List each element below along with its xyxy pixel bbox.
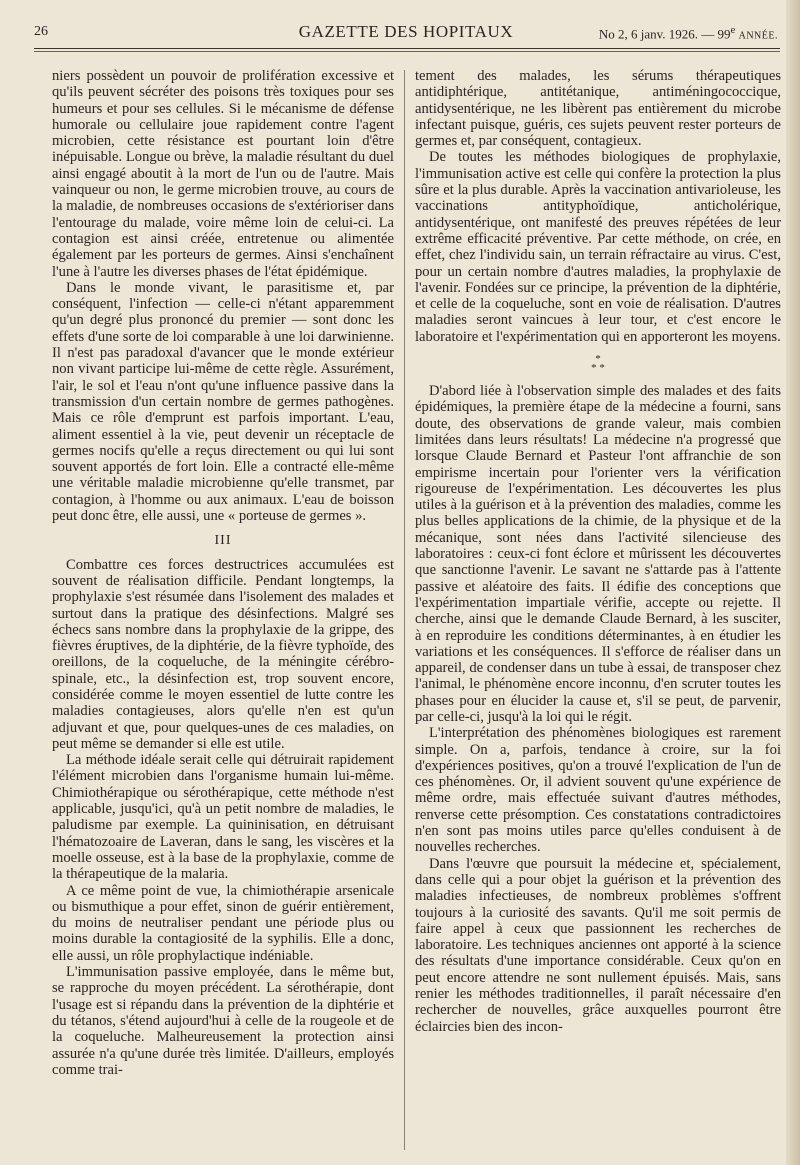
paragraph: L'interprétation des phénomènes biologiques est rarement simple. On a, parfois, tendance à croire, sur la foi d'expériences positives, qu'on a trouvé l'explication de l'un de ces phénomènes. Or, il advient souvent qu'une expérience de même ordre, mais effectuée suivant d'autres méthodes, renverse cette présomption. Ces constatations contradictoires n'en sont pas moins utiles parce qu'elles conduisent à de nouvelles recherches. xyxy=(415,725,781,856)
paragraph: Dans l'œuvre que poursuit la médecine et, spécialement, dans celle qui a pour objet la guérison et la prévention des maladies infectieuses, de nombreux problèmes s'offrent toujours à la curiosité des savants. Qu'il me soit permis de faire appel à ceux que passionnent les recherches de laboratoire. Les techniques anciennes ont apporté à la science des résultats d'une importance considérable. Ceux qu'on en peut encore attendre ne sont nullement épuisés. Mais, sans renier les méthodes traditionnelles, il paraît nécessaire d'en rechercher de nouvelles, grâce auxquelles pourront être éclaircies bien des incon- xyxy=(415,855,781,1035)
page-number: 26 xyxy=(34,24,48,39)
paragraph: A ce même point de vue, la chimiothérapie arsenicale ou bismuthique a pour effet, sinon de guérir entièrement, du moins de neutraliser pendant une période plus ou moins durable la contagiosité de la syphilis. Elle a donc, elle aussi, un rôle prophylactique indéniable. xyxy=(52,882,394,964)
paragraph: Dans le monde vivant, le parasitisme et, par conséquent, l'infection — celle-ci n'étant apparemment qu'un degré plus prononcé du premier — sont donc les effets d'une sorte de loi comparable à une loi darwinienne. Il n'est pas paradoxal d'avancer que le monde extérieur non vivant participe lui-même de cette règle. Assurément, l'air, le sol et l'eau n'ont qu'une influence passive dans la transmission d'un certain nombre de germes pathogènes. Mais ce rôle d'emprunt est parfois important. L'eau, aliment essentiel à la vie, peut devenir un réceptacle de germes nocifs qu'elle a reçus directement ou qui lui sont souvent apportés de fort loin. Elle a contracté elle-même une véritable maladie microbienne qu'elle transmet, par contagion, à l'homme ou aux animaux. L'eau de boisson peut donc être, elle aussi, une « porteuse de germes ». xyxy=(52,279,394,525)
page-edge xyxy=(786,0,800,1165)
issue-sup: e xyxy=(730,24,736,36)
issue-suffix: ANNÉE. xyxy=(738,30,778,42)
paragraph: L'immunisation passive employée, dans le même but, se rapproche du moyen précédent. La sérothérapie, dont l'usage est si répandu dans la prévention de la diphtérie et du tétanos, s'étend aujourd'hui à celle de la rougeole et de la coqueluche. Malheureusement la protection ainsi assurée n'a qu'une durée très limitée. D'ailleurs, employés comme trai- xyxy=(52,964,394,1078)
header-rule xyxy=(34,48,780,49)
paragraph: La méthode idéale serait celle qui détruirait rapidement l'élément microbien dans l'organisme humain lui-même. Chimiothérapique ou sérothérapique, cette méthode n'est applicable, jusqu'ici, qu'à un petit nombre de maladies, le paludisme par exemple. La quininisation, en détruisant l'hématozoaire de Laveran, dans le sang, les viscères et la moelle osseuse, est à la base de la prophylaxie, comme de la thérapeutique de la malaria. xyxy=(52,752,394,883)
paragraph: Combattre ces forces destructrices accumulées est souvent de réalisation difficile. Pendant longtemps, la prophylaxie s'est résumée dans l'isolement des malades et surtout dans la pratique des désinfections. Malgré ses échecs sans nombre dans la prophylaxie de la grippe, des fièvres éruptives, de la diphtérie, de la fièvre typhoïde, des oreillons, de la coqueluche, de la méningite cérébro-spinale, etc., la désinfection est, trop souvent encore, considérée comme le moyen essentiel de lutte contre les maladies contagieuses, alors qu'elle n'en est qu'un adjuvant et que, pour quelques-unes de ces maladies, on peut même se demander si elle est utile. xyxy=(52,556,394,752)
asterism-separator xyxy=(415,355,781,373)
issue-date: No 2, 6 janv. 1926. — 99 xyxy=(598,26,731,42)
asterism-top: * xyxy=(595,353,601,366)
running-header xyxy=(34,18,778,44)
issue-info xyxy=(599,24,778,42)
asterism-bottom: * * xyxy=(591,362,605,375)
paragraph: De toutes les méthodes biologiques de prophylaxie, l'immunisation active est celle qui confère la protection la plus sûre et la plus durable. Après la vaccination antivarioleuse, les vaccinations antityphoïdique, anticholérique, antidysentérique, ont manifesté des preuves répétées de leur extrême efficacité préventive. Par cette méthode, on crée, en effet, chez l'individu sain, un terrain réfractaire au virus. C'est, pour un certain nombre d'autres maladies, la prophylaxie de l'avenir. Fondées sur ce principe, la prévention de la diphtérie, et celle de la coqueluche, sont en voie de réalisation. D'autres maladies seront vaincues à leur tour, et c'est encore le laboratoire et l'expérimentation qui en apporteront les moyens. xyxy=(415,149,781,345)
paragraph: D'abord liée à l'observation simple des malades et des faits épidémiques, la première étape de la médecine a fourni, sans doute, des observations de grande valeur, mais combien limitées dans leurs résultats! La médecine n'a progressé que lorsque Claude Bernard et Pasteur l'ont affranchie de son empirisme incertain pour l'orienter vers la vérification rigoureuse de l'expérimentation. Les découvertes les plus utiles à la guérison et à la prévention des maladies, comme les plus belles applications de la chimie, de la physique et de la mécanique, sont nées dans l'activité silencieuse des laboratoires : ceux-ci font éclore et mûrissent les découvertes que sanctionne l'avenir. Le savant ne s'attarde pas à l'attente passive et aléatoire des faits. Il édifie des conceptions que l'expérimentation impartiale vérifie, accepte ou rejette. Il cherche, ainsi que le demande Claude Bernard, à les susciter, à en reproduire les conditions déterminantes, à en étudier les variations et les conséquences. Il s'efforce de réaliser dans un appareil, de condenser dans un tube à essai, de transposer chez l'animal, le phénomène encore inconnu, d'en scruter toutes les phases pour en élucider la cause et, s'il se peut, de parvenir, par celle-ci, jusqu'à la loi qui le régit. xyxy=(415,383,781,725)
left-column xyxy=(52,68,394,1158)
right-column xyxy=(415,68,781,1158)
paragraph: tement des malades, les sérums thérapeutiques antidiphtérique, antitétanique, antiméningococcique, antidysentérique, ne les libèrent pas entièrement du microbe infectant puisque, guéris, ces sujets peuvent rester porteurs de germes et, par conséquent, contagieux. xyxy=(415,68,781,150)
header-rule-thin xyxy=(34,51,780,52)
column-divider xyxy=(404,70,405,1150)
section-heading: III xyxy=(214,533,232,549)
journal-title: GAZETTE DES HOPITAUX xyxy=(298,22,514,41)
paragraph: niers possèdent un pouvoir de prolifération excessive et qu'ils peuvent sécréter des poisons très toxiques pour ses humeurs et pour ses cellules. Si le mécanisme de défense humorale ou cellulaire joue rapidement contre l'agent microbien, cette résistance est pourtant loin d'être inépuisable. Longue ou brève, la maladie résultant du duel ainsi engagé aboutit à la mort de l'un ou de l'autre. Mais vainqueur ou non, le germe microbien trouve, au cours de la maladie, de nombreuses occasions de s'extérioriser dans l'entourage du malade, voire même loin de celui-ci. La contagion est ainsi créée, entretenue ou alimentée également par les porteurs de germes. Ainsi s'enchaînent l'une à l'autre les diverses phases de l'état épidémique. xyxy=(52,68,394,280)
